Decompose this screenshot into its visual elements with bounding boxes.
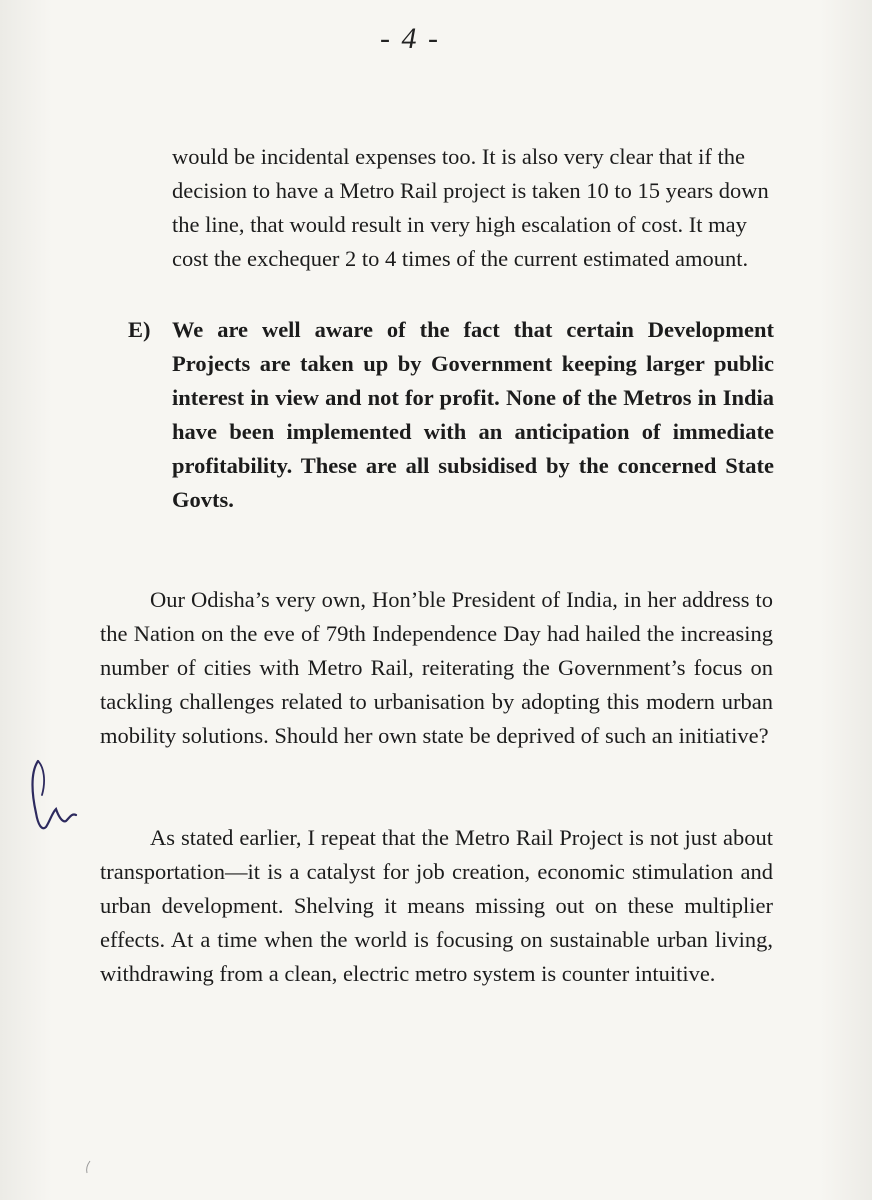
repeat-paragraph: As stated earlier, I repeat that the Metro Rail Project is not just about transportation—it is a catalyst for job creation, economic stimulation and urban development. Shelving it means missing out on these multiplier effects. At a time when the world is focusing on sustainable urban living, withdrawing from a clean, electric metro system is counter intuitive.: [100, 825, 773, 986]
handwritten-initials-icon: [22, 755, 92, 835]
paper-speck: [84, 1160, 92, 1174]
point-e: [128, 313, 774, 517]
point-e-marker: E): [128, 317, 151, 342]
continued-paragraph: would be incidental expenses too. It is also very clear that if the decision to have a Metro Rail project is taken 10 to 15 years down the line, that would result in very high escalation of cost. It may cost the exchequer 2 to 4 times of the current estimated amount.: [172, 144, 769, 271]
point-e-text: We are well aware of the fact that certain Development Projects are taken up by Government keeping larger public interest in view and not for profit. None of the Metros in India have been implemented with an anticipation of immediate profitability. These are all subsidised by the concerned State Govts.: [172, 317, 774, 512]
president-paragraph: Our Odisha’s very own, Hon’ble President of India, in her address to the Nation on the eve of 79th Independence Day had hailed the increasing number of cities with Metro Rail, reiterating the Government’s focus on tackling challenges related to urbanisation by adopting this modern urban mobility solutions. Should her own state be deprived of such an initiative?: [100, 587, 773, 748]
page-number: - 4 -: [380, 22, 440, 55]
